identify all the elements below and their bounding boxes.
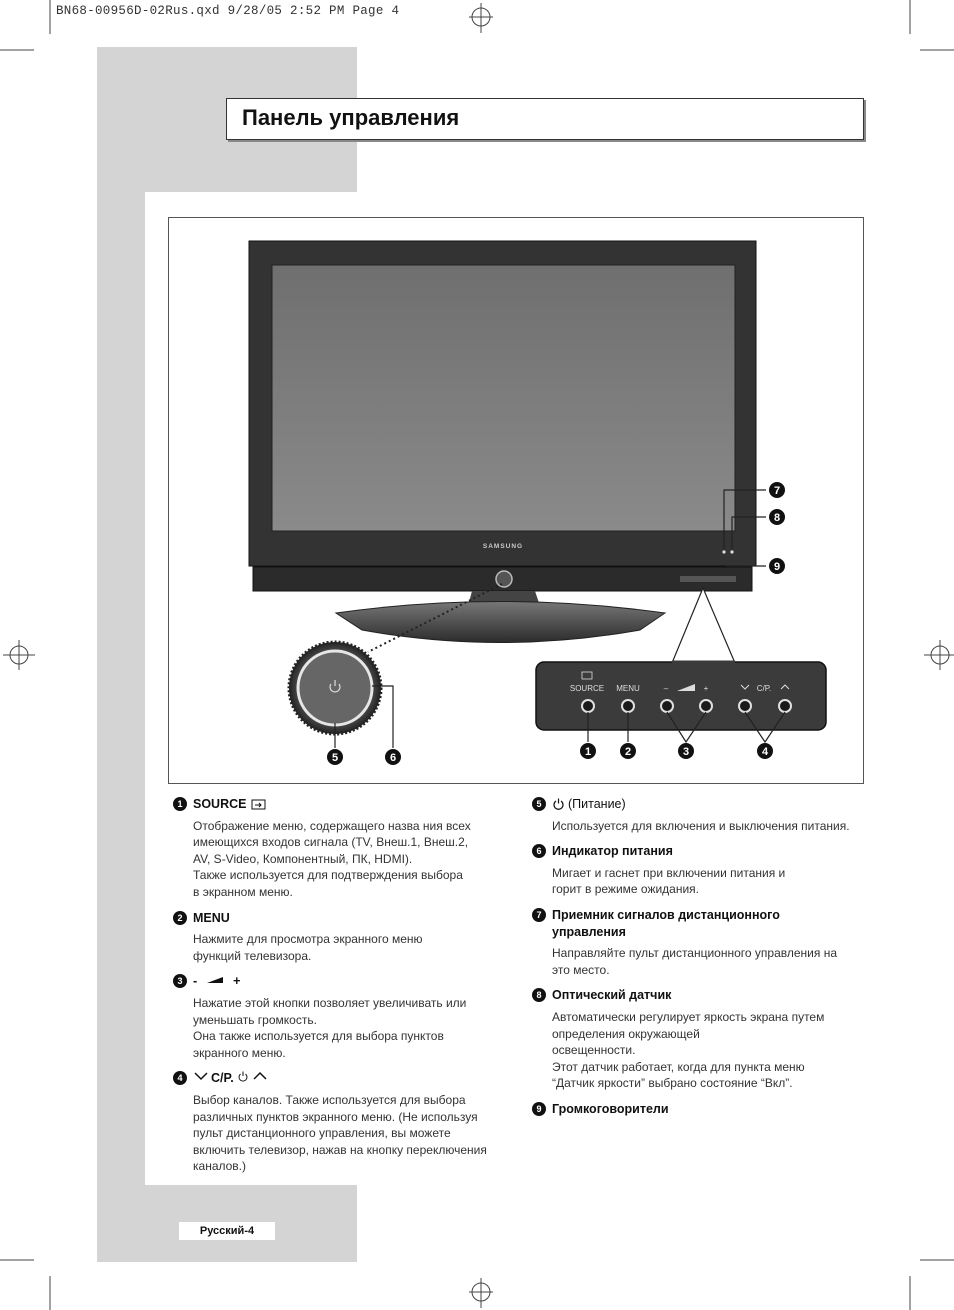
item-title: MENU: [193, 910, 230, 925]
volume-ramp-icon: [203, 973, 227, 985]
item-title: Приемник сигналов дистанционного управления: [552, 907, 780, 939]
item-title: C/P.: [211, 1071, 234, 1086]
item-number: 4: [173, 1071, 187, 1085]
item-light-sensor: [536, 987, 862, 1092]
svg-text:3: 3: [682, 746, 690, 758]
page-number: Русский-4: [179, 1222, 275, 1240]
panel-label-minus: –: [663, 684, 669, 693]
item-body: Отображение меню, содержащего назва ния всех имеющихся входов сигнала (TV, Внеш.1, Внеш.2, AV, S-Video, Компонентный, ПК, HDMI). Также используется для подтверждения выбора в экранном меню.: [193, 818, 471, 899]
item-title: SOURCE: [193, 797, 247, 811]
item-title: Индикатор питания: [552, 844, 673, 859]
svg-text:9: 9: [773, 561, 781, 573]
panel-button-vol-up: [700, 700, 712, 712]
item-number: 3: [173, 974, 187, 988]
tv-brand: SAMSUNG: [482, 543, 524, 550]
light-sensor: [730, 550, 733, 553]
panel-label-plus: +: [703, 684, 709, 693]
item-speakers: [536, 1101, 862, 1118]
item-number: 6: [532, 844, 546, 858]
item-number: 1: [173, 797, 187, 811]
item-body: Нажмите для просмотра экранного меню функций телевизора.: [193, 932, 423, 963]
left-column: [177, 796, 513, 1184]
item-number: 5: [532, 797, 546, 811]
item-power-indicator: [536, 843, 862, 898]
item-power: [536, 796, 862, 834]
svg-text:7: 7: [773, 485, 781, 497]
item-body: Направляйте пульт дистанционного управления на это место.: [552, 946, 837, 977]
item-menu: [177, 910, 513, 965]
mini-panel-buttons: [680, 576, 736, 582]
item-title: Оптический датчик: [552, 988, 672, 1003]
power-knob-small: [496, 571, 512, 587]
panel-label-channel: C/P.: [756, 684, 772, 693]
svg-text:5: 5: [331, 752, 339, 764]
panel-button-ch-down: [739, 700, 751, 712]
power-icon-small: [237, 1070, 249, 1082]
panel-callout: [672, 588, 735, 663]
item-title: (Питание): [568, 797, 626, 811]
svg-text:6: 6: [389, 752, 397, 764]
svg-text:2: 2: [624, 746, 632, 758]
channel-up-icon: [252, 1070, 268, 1082]
item-body: Выбор каналов. Также используется для выбора различных пунктов экранного меню. (Не используя пульт дистанционного управления, вы можете включить телевизор, нажав на кнопку переключения каналов.): [193, 1092, 487, 1174]
item-body: Автоматически регулирует яркость экрана путем определения окружающей освещенности. Этот датчик работает, когда для пункта меню “Датчик яркости” выбрано состояние “Вкл”.: [552, 1009, 825, 1091]
item-source: [177, 796, 513, 901]
right-column: [536, 796, 862, 1127]
svg-text:4: 4: [761, 746, 769, 758]
item-number: 9: [532, 1102, 546, 1116]
control-panel-zoom: [536, 662, 826, 730]
item-number: 8: [532, 988, 546, 1002]
print-header: BN68-00956D-02Rus.qxd 9/28/05 2:52 PM Page 4: [56, 4, 400, 18]
power-icon: [552, 797, 565, 810]
item-channel: [177, 1070, 513, 1175]
panel-button-ch-up: [779, 700, 791, 712]
item-remote-sensor: [536, 907, 862, 978]
tv-screen: [272, 265, 735, 531]
panel-label-source: SOURCE: [569, 684, 605, 693]
channel-down-icon: [193, 1070, 209, 1082]
panel-label-menu: MENU: [616, 684, 640, 693]
item-number: 7: [532, 908, 546, 922]
source-input-icon: [251, 798, 267, 810]
panel-button-source: [582, 700, 594, 712]
item-volume: [177, 973, 513, 1061]
panel-button-vol-down: [661, 700, 673, 712]
stand-base: [336, 602, 665, 643]
svg-text:8: 8: [773, 512, 781, 524]
item-body: Используется для включения и выключения питания.: [552, 818, 850, 833]
panel-button-menu: [622, 700, 634, 712]
item-title: Громкоговорители: [552, 1101, 669, 1116]
item-body: Мигает и гаснет при включении питания и горит в режиме ожидания.: [552, 865, 786, 897]
svg-text:1: 1: [584, 746, 592, 758]
item-title-plus: +: [233, 974, 241, 989]
item-number: 2: [173, 911, 187, 925]
item-title-minus: -: [193, 974, 198, 989]
item-body: Нажатие этой кнопки позволяет увеличивать или уменьшать громкость. Она также используется для выбора пунктов экранного меню.: [193, 995, 467, 1060]
page-title: Панель управления: [242, 105, 460, 130]
remote-sensor: [722, 550, 725, 553]
